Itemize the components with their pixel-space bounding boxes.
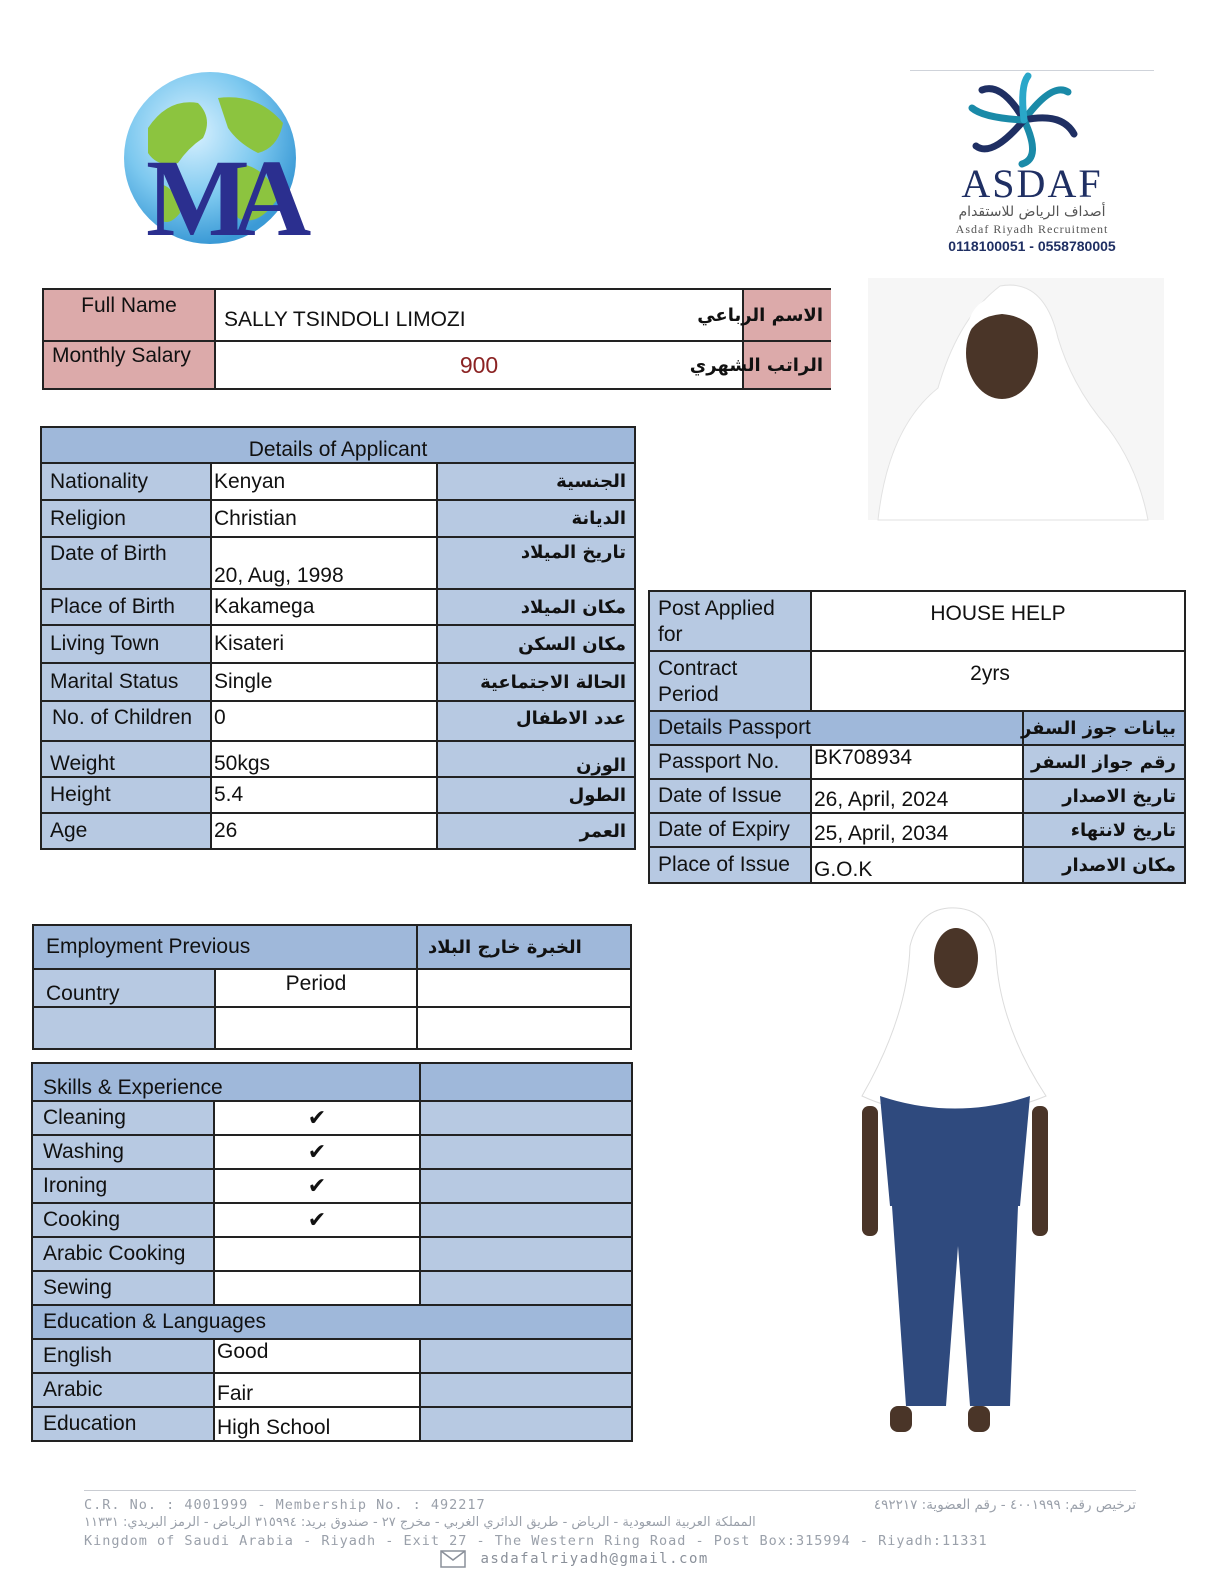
english-value: Good: [214, 1339, 420, 1373]
skill-cleaning-label: Cleaning: [32, 1101, 214, 1135]
age-value: 26: [211, 813, 437, 849]
height-arabic: الطول: [437, 777, 635, 813]
asdaf-phones: 0118100051 - 0558780005: [948, 238, 1116, 254]
skill-ironing-extra: [420, 1169, 632, 1203]
age-label: Age: [41, 813, 211, 849]
footer-line-1: [84, 1497, 1136, 1517]
skill-washing-extra: [420, 1135, 632, 1169]
marital-status-label: Marital Status: [41, 663, 211, 701]
education-label: Education: [32, 1407, 214, 1441]
employment-title: Employment Previous: [33, 925, 417, 969]
place-of-birth-arabic: مكان الميلاد: [437, 589, 635, 625]
full-body-illustration: [850, 906, 1060, 1446]
footer-line-2: المملكة العربية السعودية - الرياض - طريق الدائري الغربي - مخرج ٢٧ - صندوق بريد: ٣١٥٩٩٤ الرياض - الرمز البريدي: ١١٣٣١: [84, 1515, 756, 1530]
living-town-label: Living Town: [41, 625, 211, 663]
passport-details-arabic: بيانات جوز السفر: [1023, 711, 1185, 745]
employment-country-cell: [33, 1007, 215, 1049]
education-extra: [420, 1407, 632, 1441]
skill-cooking-check: ✔: [214, 1203, 420, 1237]
date-of-issue-label: Date of Issue: [649, 779, 811, 813]
logo-letters: MA: [146, 137, 294, 259]
period-label: Period: [215, 969, 417, 1007]
asdaf-swirl-icon: [962, 72, 1086, 168]
weight-value: 50kgs: [211, 741, 437, 777]
english-extra: [420, 1339, 632, 1373]
nationality-arabic: الجنسية: [437, 463, 635, 500]
date-of-birth-label: Date of Birth: [41, 537, 211, 589]
height-label: Height: [41, 777, 211, 813]
employment-previous-table: [32, 924, 632, 1050]
date-of-issue-arabic: تاريخ الاصدار: [1023, 779, 1185, 813]
skill-arabic-cooking-label: Arabic Cooking: [32, 1237, 214, 1271]
applicant-details-title: Details of Applicant: [41, 427, 635, 463]
employment-period-cell: [215, 1007, 417, 1049]
full-name-label: Full Name: [43, 289, 215, 341]
footer-license-arabic: ترخيص رقم: ٤٠٠١٩٩٩ - رقم العضوية: ٤٩٢٢١٧: [873, 1497, 1136, 1513]
contract-period-value: 2yrs: [811, 651, 1185, 711]
asdaf-arabic-name: أصداف الرياض للاستقدام: [958, 204, 1106, 220]
education-value: High School: [214, 1407, 420, 1441]
employment-arabic: الخبرة خارج البلاد: [417, 925, 631, 969]
asdaf-brand: ASDAF: [961, 161, 1103, 206]
skill-arabic-cooking-extra: [420, 1237, 632, 1271]
skill-washing-check: ✔: [214, 1135, 420, 1169]
name-salary-table: [42, 288, 831, 390]
footer-line-3: Kingdom of Saudi Arabia - Riyadh - Exit 27 - The Western Ring Road - Post Box:315994 - Riyadh:11331: [84, 1533, 988, 1549]
english-label: English: [32, 1339, 214, 1373]
skill-sewing-check: [214, 1271, 420, 1305]
arabic-label: Arabic: [32, 1373, 214, 1407]
post-applied-label: Post Applied for: [649, 591, 811, 651]
religion-value: Christian: [211, 500, 437, 537]
employment-extra-cell: [417, 1007, 631, 1049]
place-of-issue-label: Place of Issue: [649, 847, 811, 883]
skill-arabic-cooking-check: [214, 1237, 420, 1271]
passport-number-value: BK708934: [811, 745, 1023, 779]
footer-email-row: [440, 1550, 709, 1572]
footer-divider: [84, 1490, 1136, 1491]
weight-label: Weight: [41, 741, 211, 777]
skill-sewing-label: Sewing: [32, 1271, 214, 1305]
footer-cr-number: C.R. No. : 4001999 - Membership No. : 492217: [84, 1497, 486, 1513]
nationality-value: Kenyan: [211, 463, 437, 500]
skills-title-extra: [420, 1063, 632, 1101]
skill-ironing-check: ✔: [214, 1169, 420, 1203]
skill-ironing-label: Ironing: [32, 1169, 214, 1203]
asdaf-english-name: Asdaf Riyadh Recruitment: [955, 222, 1109, 236]
nationality-label: Nationality: [41, 463, 211, 500]
portrait-illustration: [868, 278, 1164, 520]
skill-cooking-label: Cooking: [32, 1203, 214, 1237]
date-of-expiry-value: 25, April, 2034: [811, 813, 1023, 847]
date-of-birth-value: 20, Aug, 1998: [211, 537, 437, 589]
contract-period-label: Contract Period: [649, 651, 811, 711]
education-title: Education & Languages: [32, 1305, 632, 1339]
marital-status-value: Single: [211, 663, 437, 701]
post-applied-value: HOUSE HELP: [811, 591, 1185, 651]
date-of-birth-arabic: تاريخ الميلاد: [437, 537, 635, 589]
place-of-issue-value: G.O.K: [811, 847, 1023, 883]
skill-washing-label: Washing: [32, 1135, 214, 1169]
skills-title: Skills & Experience: [32, 1063, 420, 1101]
portrait-photo: [868, 278, 1164, 520]
full-name-value: SALLY TSINDOLI LIMOZI: [215, 289, 743, 341]
marital-status-arabic: الحالة الاجتماعية: [437, 663, 635, 701]
skills-education-table: [31, 1062, 633, 1442]
company-logo-left: [118, 68, 308, 268]
country-label: Country: [33, 969, 215, 1007]
monthly-salary-value: 900: [215, 341, 743, 389]
passport-number-label: Passport No.: [649, 745, 811, 779]
applicant-details-table: [40, 426, 636, 850]
children-label: No. of Children: [41, 701, 211, 741]
employment-empty-cell: [417, 969, 631, 1007]
children-arabic: عدد الاطفال: [437, 701, 635, 741]
children-value: 0: [211, 701, 437, 741]
date-of-expiry-label: Date of Expiry: [649, 813, 811, 847]
skill-cleaning-check: ✔: [214, 1101, 420, 1135]
place-of-birth-label: Place of Birth: [41, 589, 211, 625]
company-logo-right: [910, 68, 1154, 258]
monthly-salary-label: Monthly Salary: [43, 341, 215, 389]
place-of-birth-value: Kakamega: [211, 589, 437, 625]
post-passport-table: [648, 590, 1186, 884]
place-of-issue-arabic: مكان الاصدار: [1023, 847, 1185, 883]
date-of-expiry-arabic: تاريخ لانتهاء: [1023, 813, 1185, 847]
passport-details-title: Details Passport: [649, 711, 1023, 745]
full-body-photo: [850, 906, 1060, 1446]
religion-arabic: الديانة: [437, 500, 635, 537]
passport-number-arabic: رقم جواز السفر: [1023, 745, 1185, 779]
email-icon: [440, 1550, 466, 1568]
living-town-value: Kisateri: [211, 625, 437, 663]
living-town-arabic: مكان السكن: [437, 625, 635, 663]
arabic-extra: [420, 1373, 632, 1407]
age-arabic: العمر: [437, 813, 635, 849]
height-value: 5.4: [211, 777, 437, 813]
arabic-value: Fair: [214, 1373, 420, 1407]
full-name-arabic: الاسم الرباعي: [743, 289, 831, 341]
skill-cleaning-extra: [420, 1101, 632, 1135]
monthly-salary-arabic: الراتب الشهري: [743, 341, 831, 389]
skill-cooking-extra: [420, 1203, 632, 1237]
skill-sewing-extra: [420, 1271, 632, 1305]
date-of-issue-value: 26, April, 2024: [811, 779, 1023, 813]
weight-arabic: الوزن: [437, 741, 635, 777]
footer-email[interactable]: asdafalriyadh@gmail.com: [480, 1551, 709, 1567]
religion-label: Religion: [41, 500, 211, 537]
